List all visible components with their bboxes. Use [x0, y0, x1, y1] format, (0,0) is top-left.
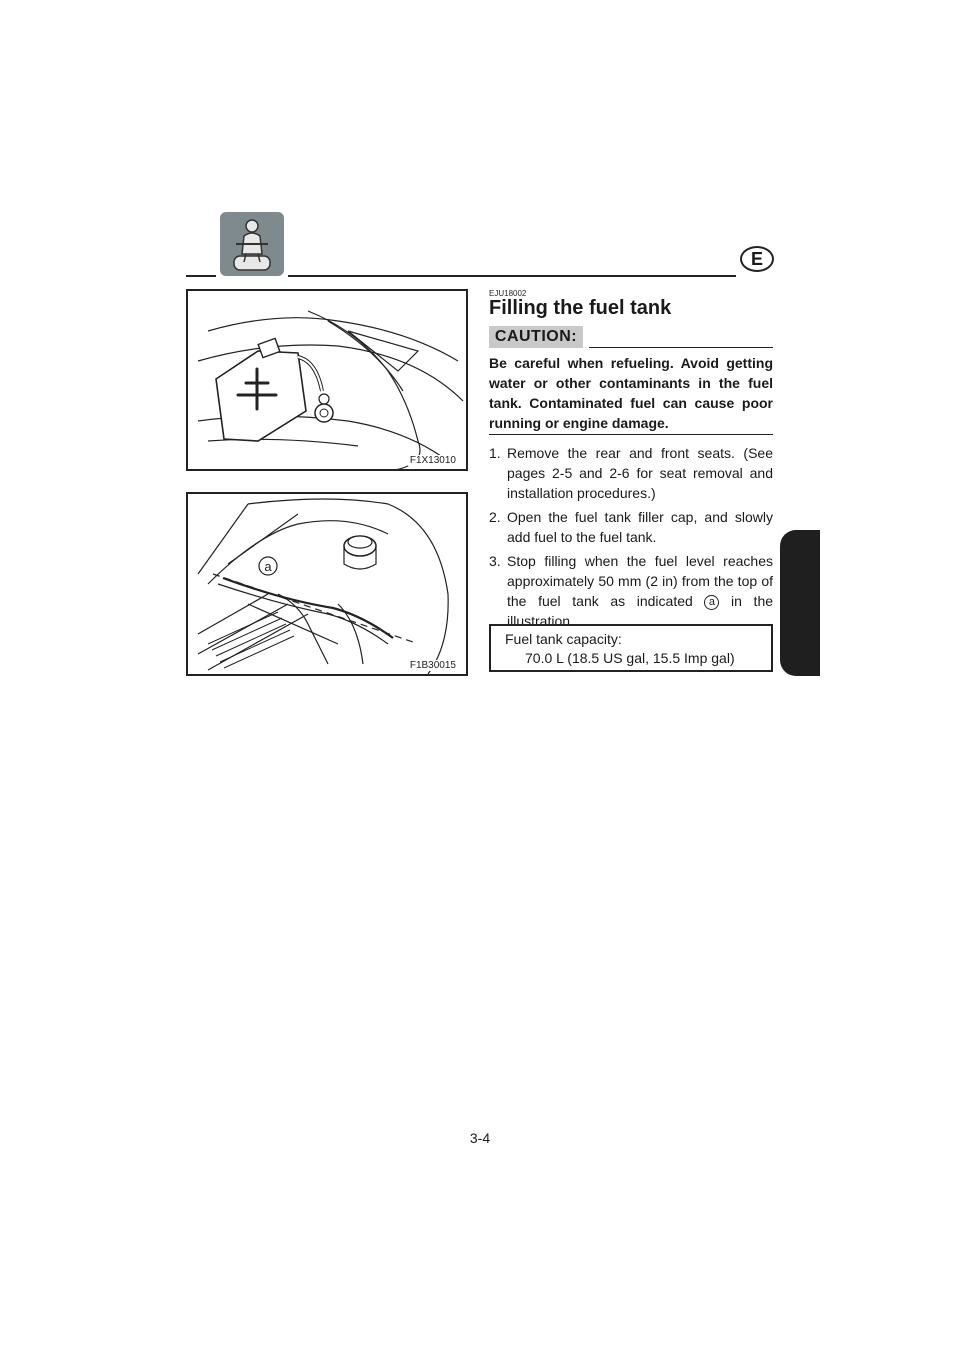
figure-fuel-tank	[186, 492, 468, 676]
caution-text: Be careful when refueling. Avoid getting water or other contaminants in the fuel tank. Contaminated fuel can cause poor running or engine damage.	[489, 355, 773, 431]
section-code: EJU18002	[489, 289, 527, 298]
header-rule-left	[186, 275, 216, 277]
step-number: 3.	[489, 553, 501, 569]
figure-code: F1B30015	[409, 660, 456, 671]
chapter-tab	[780, 530, 820, 676]
step-item	[489, 551, 773, 631]
chapter-icon	[220, 212, 284, 276]
svg-text:a: a	[264, 559, 272, 574]
fuel-can-icon	[216, 338, 322, 441]
spec-label: Fuel tank capacity:	[505, 631, 622, 647]
step-text: Open the fuel tank filler cap, and slowly add fuel to the fuel tank.	[507, 509, 773, 545]
step-text-after: in the illustration.	[507, 593, 774, 629]
page-number: 3-4	[469, 1130, 491, 1146]
caution-rule-top	[589, 347, 773, 348]
step-number: 1.	[489, 445, 501, 461]
step-number: 2.	[489, 509, 501, 525]
spec-value: 70.0 L (18.5 US gal, 15.5 Imp gal)	[525, 650, 735, 666]
step-text: Remove the rear and front seats. (See pages 2-5 and 2-6 for seat removal and installation procedures.)	[507, 445, 773, 501]
refueling-illustration	[188, 291, 468, 471]
callout-a	[259, 557, 277, 575]
filler-cap-icon	[315, 394, 333, 422]
section-title: Filling the fuel tank	[489, 297, 672, 319]
callout-a-inline: a	[704, 595, 719, 610]
step-item	[489, 443, 773, 503]
spec-box	[489, 624, 773, 672]
jetski-rider-icon	[220, 212, 284, 276]
step-text: Stop filling when the fuel level reaches approximately 50 mm (2 in) from the top of the fuel tank as indicated	[507, 553, 773, 609]
caution-label: CAUTION:	[489, 326, 583, 348]
caution-rule-bottom	[489, 434, 773, 435]
fuel-tank-illustration	[188, 494, 468, 676]
figure-refueling	[186, 289, 468, 471]
procedure-steps	[489, 443, 773, 635]
header-rule-right	[288, 275, 736, 277]
tank-cap-icon	[344, 536, 376, 569]
step-item	[489, 507, 773, 547]
figure-code: F1X13010	[409, 455, 456, 466]
language-badge: E	[740, 246, 774, 272]
